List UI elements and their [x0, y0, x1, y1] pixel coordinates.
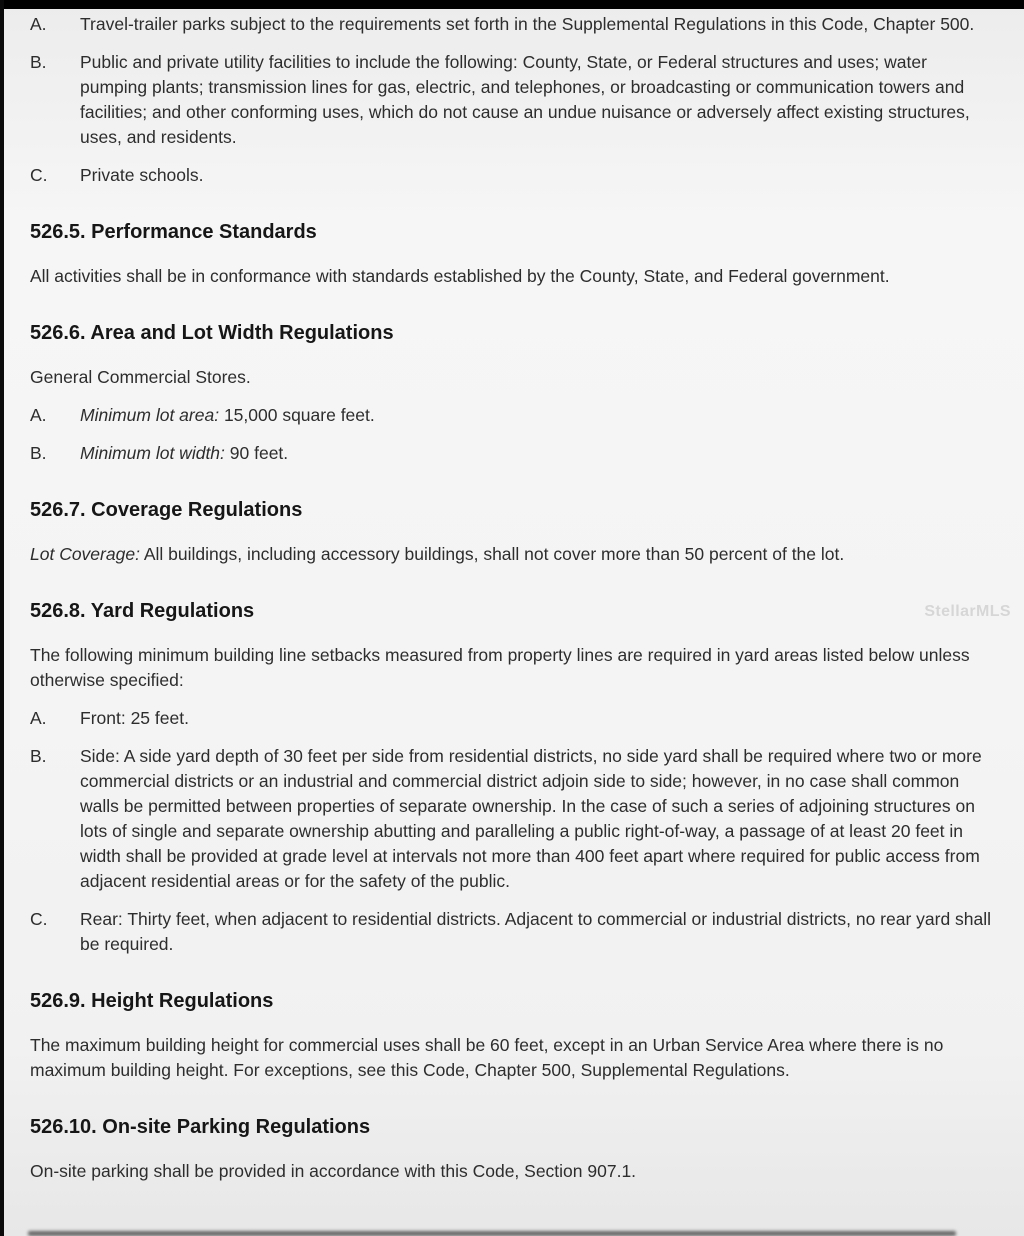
list-item — [30, 907, 998, 957]
list-item — [30, 706, 998, 731]
list-item-text: Private schools. — [80, 165, 204, 185]
italic-lead: Minimum lot width: — [80, 443, 225, 463]
list-item — [30, 403, 998, 428]
paragraph-rest: All buildings, including accessory buildings, shall not cover more than 50 percent of the lot. — [139, 544, 845, 564]
list-item-letter: B. — [30, 443, 47, 463]
document-content — [4, 9, 1024, 1197]
section-heading-yard: 526.8. Yard Regulations — [30, 600, 255, 622]
bottom-cutoff-line — [28, 1231, 956, 1236]
section-heading-height: 526.9. Height Regulations — [30, 990, 274, 1012]
list-item-text: Public and private utility facilities to include the following: County, State, or Federal structures and uses; water pumping plants; transmission lines for gas, electric, and telephones, or broadcasting or communication towers and facilities; and other conforming uses, which do not cause an undue nuisance or adversely affect existing structures, uses, and residents. — [80, 52, 970, 147]
section-heading-area: 526.6. Area and Lot Width Regulations — [30, 322, 394, 344]
list-item — [30, 441, 998, 466]
section-heading-coverage: 526.7. Coverage Regulations — [30, 499, 303, 521]
stellar-mls-watermark: StellarMLS — [924, 603, 1011, 620]
list-item — [30, 12, 998, 37]
list-item-letter: C. — [30, 165, 48, 185]
section-heading-parking: 526.10. On-site Parking Regulations — [30, 1116, 371, 1138]
italic-lead: Minimum lot area: — [80, 405, 220, 425]
section-paragraph: All activities shall be in conformance with standards established by the County, State, and Federal government. — [30, 266, 890, 286]
list-item-text — [80, 403, 998, 428]
section-paragraph: On-site parking shall be provided in accordance with this Code, Section 907.1. — [30, 1161, 637, 1181]
italic-lead: Lot Coverage: — [30, 544, 140, 564]
list-item-letter: C. — [30, 909, 48, 929]
list-item — [30, 744, 998, 894]
list-item-text: Travel-trailer parks subject to the requirements set forth in the Supplemental Regulations in this Code, Chapter 500. — [80, 14, 975, 34]
list-item-text: Side: A side yard depth of 30 feet per side from residential districts, no side yard shall be required where two or more commercial districts or an industrial and commercial district adjoin side to side; however, in no case shall common walls be permitted between properties of separate ownership. In the case of such a series of adjoining structures on lots of single and separate ownership abutting and paralleling a public right-of-way, a passage of at least 20 feet in width shall be provided at grade level at intervals not more than 400 feet apart where required for public access from adjacent residential areas or for the safety of the public. — [80, 746, 982, 891]
list-item-text: Front: 25 feet. — [80, 708, 189, 728]
list-item — [30, 163, 998, 188]
top-edge-bar — [0, 0, 1024, 9]
section-paragraph: General Commercial Stores. — [30, 367, 251, 387]
list-item-letter: A. — [30, 405, 47, 425]
list-item-text — [80, 441, 998, 466]
section-paragraph: The following minimum building line setbacks measured from property lines are required in yard areas listed below unless otherwise specified: — [30, 645, 970, 690]
list-item-rest: 90 feet. — [224, 443, 289, 463]
list-item-letter: B. — [30, 52, 47, 72]
list-item-rest: 15,000 square feet. — [219, 405, 375, 425]
list-item-letter: A. — [30, 14, 47, 34]
list-item-letter: A. — [30, 708, 47, 728]
section-heading-performance: 526.5. Performance Standards — [30, 221, 317, 243]
section-paragraph — [30, 542, 998, 567]
section-paragraph: The maximum building height for commercial uses shall be 60 feet, except in an Urban Service Area where there is no maximum building height. For exceptions, see this Code, Chapter 500, Supplemental Regulations. — [30, 1035, 944, 1080]
list-item-text: Rear: Thirty feet, when adjacent to residential districts. Adjacent to commercial or industrial districts, no rear yard shall be required. — [80, 909, 992, 954]
list-item-letter: B. — [30, 746, 47, 766]
list-item — [30, 50, 998, 150]
